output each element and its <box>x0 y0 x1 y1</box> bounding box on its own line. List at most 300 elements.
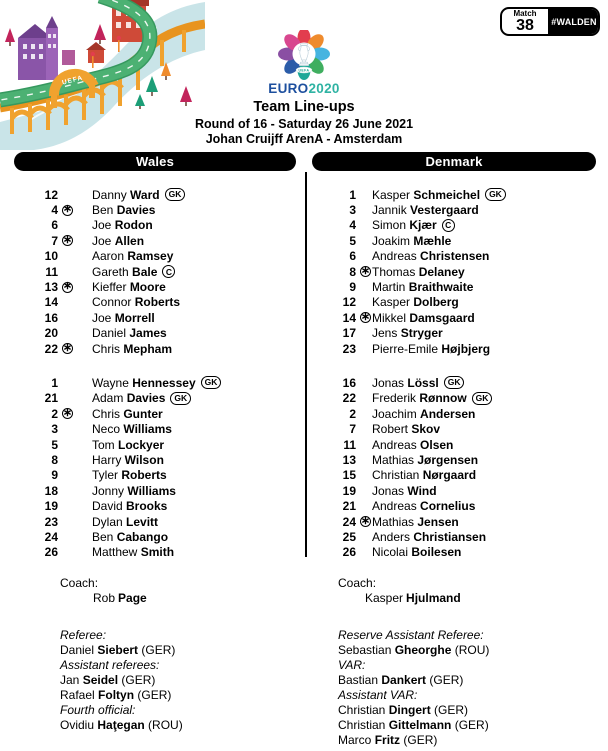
player-name <box>92 422 172 436</box>
player-first-name: David <box>92 499 127 514</box>
player-first-name: Andreas <box>372 249 421 264</box>
player-first-name: Matthew <box>92 545 141 560</box>
player-first-name: Gareth <box>92 264 133 279</box>
official-country: (GER) <box>138 642 176 657</box>
player-name <box>372 422 440 436</box>
player-name <box>92 342 172 356</box>
player-number: 1 <box>51 375 58 390</box>
player-number: 3 <box>51 422 58 437</box>
player-first-name: Mathias <box>372 514 418 529</box>
player-first-name: Jonny <box>92 483 128 498</box>
player-first-name: Robert <box>372 422 412 437</box>
player-name <box>92 391 165 405</box>
player-number: 15 <box>342 468 356 483</box>
official-name <box>312 643 596 658</box>
player-last-name: Braithwaite <box>408 280 474 295</box>
player-last-name: Davies <box>126 391 166 406</box>
player-last-name: Cabango <box>116 529 169 544</box>
player-number: 18 <box>44 483 58 498</box>
official-name <box>312 703 596 718</box>
official-first-name: Marco <box>338 733 375 748</box>
denmark-substitutes <box>312 375 596 560</box>
player-name <box>372 376 439 390</box>
player-name <box>92 249 173 263</box>
star-slot <box>58 343 92 354</box>
team-header-denmark: Denmark <box>312 152 596 171</box>
player-last-name: Williams <box>127 483 176 498</box>
player-last-name: Højbjerg <box>441 341 491 356</box>
player-name <box>372 391 467 405</box>
team-column-wales <box>0 152 304 749</box>
player-number: 20 <box>44 326 58 341</box>
star-slot <box>58 282 92 293</box>
player-last-name: Lössl <box>407 375 439 390</box>
player-last-name: Vestergaard <box>410 203 479 218</box>
player-first-name: Adam <box>92 391 127 406</box>
player-row <box>312 498 596 513</box>
wales-starting-eleven <box>14 187 296 356</box>
player-number: 21 <box>342 499 356 514</box>
player-row <box>312 406 596 421</box>
official-last-name: Seidel <box>82 673 119 688</box>
player-name <box>372 311 475 325</box>
match-officials-left <box>14 628 296 734</box>
player-last-name: Roberts <box>134 295 181 310</box>
player-number: 9 <box>51 468 58 483</box>
player-first-name: Joe <box>92 233 115 248</box>
player-row <box>14 295 296 310</box>
official-name <box>14 643 296 658</box>
goalkeeper-badge: GK <box>170 392 191 405</box>
player-first-name: Joe <box>92 218 115 233</box>
official-first-name: Ovidiu <box>60 718 98 733</box>
player-last-name: Rønnow <box>419 391 467 406</box>
player-name <box>372 468 476 482</box>
player-number: 7 <box>349 422 356 437</box>
player-name <box>372 295 459 309</box>
official-country: (ROU) <box>144 718 183 733</box>
player-number: 22 <box>342 391 356 406</box>
player-name <box>372 438 453 452</box>
star-slot <box>58 235 92 246</box>
player-name <box>92 203 155 217</box>
player-number: 6 <box>349 249 356 264</box>
official-country: (GER) <box>134 688 172 703</box>
player-row <box>14 310 296 325</box>
euro2020-trophy-emblem-icon <box>271 30 337 80</box>
player-row <box>312 529 596 544</box>
player-row <box>14 406 296 421</box>
player-number: 16 <box>342 375 356 390</box>
player-number: 26 <box>342 545 356 560</box>
player-name <box>372 203 479 217</box>
player-number: 4 <box>349 218 356 233</box>
player-first-name: Ben <box>92 529 117 544</box>
player-number: 12 <box>342 295 356 310</box>
official-last-name: Fritz <box>374 733 401 748</box>
player-name <box>92 515 158 529</box>
player-last-name: Skov <box>411 422 441 437</box>
player-number: 9 <box>349 280 356 295</box>
suspension-star-icon: ∗ <box>62 203 73 216</box>
coach-last-name: Page <box>118 591 147 606</box>
player-first-name: Neco <box>92 422 124 437</box>
player-last-name: Gunter <box>123 406 163 421</box>
match-hashtag: #WALDEN <box>550 9 598 34</box>
player-last-name: Mepham <box>123 341 173 356</box>
player-number: 1 <box>349 187 356 202</box>
player-row <box>14 468 296 483</box>
player-last-name: Davies <box>116 203 156 218</box>
player-first-name: Thomas <box>372 264 419 279</box>
player-number: 4 <box>51 203 58 218</box>
official-name <box>14 688 296 703</box>
player-first-name: Wayne <box>92 375 133 390</box>
denmark-starting-eleven <box>312 187 596 356</box>
player-first-name: Kieffer <box>92 280 130 295</box>
official-first-name: Sebastian <box>338 642 395 657</box>
header <box>0 30 608 146</box>
coach-name <box>14 591 296 606</box>
player-last-name: Brooks <box>126 499 168 514</box>
player-row <box>14 233 296 248</box>
venue: Johan Cruijff ArenA - Amsterdam <box>205 132 403 146</box>
official-country: (GER) <box>451 718 489 733</box>
wales-coach-block <box>14 576 296 607</box>
player-row <box>312 341 596 356</box>
player-last-name: Jensen <box>417 514 459 529</box>
official-country: (GER) <box>400 733 438 748</box>
player-number: 13 <box>44 280 58 295</box>
player-number: 23 <box>44 514 58 529</box>
player-last-name: Rodon <box>114 218 153 233</box>
player-first-name: Danny <box>92 187 131 202</box>
official-last-name: Gittelmann <box>388 718 452 733</box>
player-first-name: Kasper <box>372 187 414 202</box>
officials-role-label: Assistant referees: <box>60 657 160 672</box>
player-name <box>372 218 437 232</box>
player-row <box>312 202 596 217</box>
official-name <box>14 718 296 733</box>
match-officials-right <box>312 628 596 749</box>
euro2020-wordmark <box>0 81 608 96</box>
player-name <box>92 438 164 452</box>
player-row <box>14 218 296 233</box>
official-name <box>312 733 596 748</box>
official-name <box>14 673 296 688</box>
match-label: Match <box>513 9 537 18</box>
player-last-name: Jørgensen <box>417 452 479 467</box>
player-last-name: Kjær <box>409 218 437 233</box>
player-last-name: Dolberg <box>413 295 459 310</box>
player-first-name: Pierre-Emile <box>372 341 442 356</box>
player-last-name: Bale <box>132 264 158 279</box>
player-last-name: Mæhle <box>413 233 452 248</box>
player-number: 16 <box>44 310 58 325</box>
player-row <box>312 249 596 264</box>
player-row <box>312 391 596 406</box>
player-last-name: Morrell <box>114 310 155 325</box>
match-number: 38 <box>516 17 534 34</box>
player-number: 12 <box>44 187 58 202</box>
player-name <box>92 376 196 390</box>
player-first-name: Ben <box>92 203 117 218</box>
player-first-name: Connor <box>92 295 135 310</box>
player-row <box>312 233 596 248</box>
player-name <box>372 280 473 294</box>
official-country: (GER) <box>118 673 156 688</box>
player-number: 8 <box>349 264 356 279</box>
player-name <box>372 499 475 513</box>
player-number: 24 <box>342 514 356 529</box>
coach-last-name: Hjulmand <box>406 591 461 606</box>
player-row <box>14 545 296 560</box>
player-row <box>14 249 296 264</box>
player-name <box>372 249 489 263</box>
player-number: 14 <box>342 310 356 325</box>
official-first-name: Bastian <box>338 673 382 688</box>
official-last-name: Haţegan <box>97 718 145 733</box>
player-name <box>92 545 174 559</box>
player-row <box>14 498 296 513</box>
wales-substitutes <box>14 375 296 560</box>
player-row <box>312 187 596 202</box>
player-number: 19 <box>342 483 356 498</box>
star-slot <box>58 408 92 419</box>
player-name <box>92 326 167 340</box>
official-last-name: Dankert <box>381 673 427 688</box>
logo-euro-text: EURO <box>268 81 309 96</box>
goalkeeper-badge: GK <box>485 188 506 201</box>
player-last-name: Cornelius <box>420 499 476 514</box>
match-badge <box>500 7 600 36</box>
official-first-name: Daniel <box>60 642 98 657</box>
suspension-star-icon: ∗ <box>62 280 73 293</box>
player-last-name: Andersen <box>420 406 476 421</box>
player-row <box>14 375 296 390</box>
player-first-name: Jens <box>372 326 401 341</box>
official-first-name: Rafael <box>60 688 99 703</box>
official-country: (ROU) <box>451 642 490 657</box>
player-row <box>14 391 296 406</box>
player-name <box>92 530 168 544</box>
player-name <box>372 453 478 467</box>
player-row <box>14 421 296 436</box>
player-first-name: Chris <box>92 341 124 356</box>
player-name <box>372 188 480 202</box>
player-last-name: Moore <box>129 280 166 295</box>
player-first-name: Mathias <box>372 452 418 467</box>
player-name <box>372 265 465 279</box>
player-row <box>312 514 596 529</box>
player-first-name: Joakim <box>372 233 414 248</box>
official-last-name: Dingert <box>388 703 431 718</box>
player-row <box>312 468 596 483</box>
player-name <box>92 234 144 248</box>
player-first-name: Jonas <box>372 375 408 390</box>
official-country: (GER) <box>426 673 464 688</box>
player-number: 23 <box>342 341 356 356</box>
player-last-name: Boilesen <box>411 545 462 560</box>
player-last-name: Williams <box>123 422 172 437</box>
player-number: 21 <box>44 391 58 406</box>
official-first-name: Christian <box>338 703 389 718</box>
player-first-name: Simon <box>372 218 410 233</box>
player-first-name: Martin <box>372 280 409 295</box>
player-name <box>372 342 490 356</box>
officials-role-label: Fourth official: <box>60 703 136 718</box>
player-first-name: Jannik <box>372 203 411 218</box>
player-first-name: Andreas <box>372 437 421 452</box>
logo-year-text: 2020 <box>308 81 340 96</box>
player-name <box>372 530 486 544</box>
player-first-name: Daniel <box>92 326 130 341</box>
player-last-name: Allen <box>114 233 145 248</box>
player-first-name: Nicolai <box>372 545 412 560</box>
player-row <box>312 437 596 452</box>
star-slot <box>356 266 372 277</box>
coach-name <box>312 591 596 606</box>
denmark-coach-block <box>312 576 596 607</box>
player-number: 5 <box>349 233 356 248</box>
official-first-name: Jan <box>60 673 83 688</box>
player-row <box>312 295 596 310</box>
player-name <box>372 326 443 340</box>
player-last-name: Olsen <box>420 437 454 452</box>
team-header-wales: Wales <box>14 152 296 171</box>
player-row <box>312 483 596 498</box>
goalkeeper-badge: GK <box>165 188 186 201</box>
player-number: 22 <box>44 341 58 356</box>
player-row <box>312 218 596 233</box>
svg-text:UEFA: UEFA <box>61 74 84 87</box>
player-number: 24 <box>44 529 58 544</box>
player-first-name: Anders <box>372 529 414 544</box>
team-columns <box>0 152 608 749</box>
player-row <box>14 202 296 217</box>
player-row <box>312 452 596 467</box>
goalkeeper-badge: GK <box>444 376 465 389</box>
player-last-name: Wind <box>407 483 437 498</box>
suspension-star-icon: ∗ <box>360 514 371 527</box>
suspension-star-icon: ∗ <box>360 264 371 277</box>
coach-label: Coach: <box>60 575 99 590</box>
player-number: 2 <box>51 406 58 421</box>
player-number: 5 <box>51 437 58 452</box>
player-name <box>92 188 160 202</box>
player-row <box>14 279 296 294</box>
player-name <box>372 234 451 248</box>
player-first-name: Dylan <box>92 514 127 529</box>
player-row <box>14 514 296 529</box>
player-name <box>372 484 437 498</box>
player-number: 2 <box>349 406 356 421</box>
player-number: 11 <box>45 264 58 279</box>
suspension-star-icon: ∗ <box>62 406 73 419</box>
player-first-name: Aaron <box>92 249 128 264</box>
player-last-name: Ward <box>130 187 160 202</box>
player-last-name: Delaney <box>418 264 465 279</box>
player-name <box>372 407 475 421</box>
player-name <box>372 545 461 559</box>
player-last-name: Lockyer <box>118 437 165 452</box>
official-last-name: Foltyn <box>98 688 135 703</box>
player-row <box>14 452 296 467</box>
official-first-name: Christian <box>338 718 389 733</box>
player-row <box>312 264 596 279</box>
player-number: 19 <box>44 499 58 514</box>
player-first-name: Harry <box>92 452 125 467</box>
player-name <box>92 295 180 309</box>
player-last-name: Christiansen <box>413 529 487 544</box>
coach-first-name: Rob <box>93 591 116 606</box>
player-number: 8 <box>51 452 58 467</box>
player-name <box>92 407 163 421</box>
player-first-name: Christian <box>372 468 423 483</box>
player-number: 14 <box>44 295 58 310</box>
official-country: (GER) <box>430 703 469 718</box>
coach-label: Coach: <box>338 575 377 590</box>
player-first-name: Mikkel <box>372 310 410 325</box>
officials-role-label: VAR: <box>338 657 366 672</box>
team-column-denmark <box>304 152 608 749</box>
player-last-name: Roberts <box>121 468 167 483</box>
player-row <box>312 545 596 560</box>
player-row <box>14 341 296 356</box>
svg-text:UEFA: UEFA <box>298 68 310 73</box>
player-first-name: Joe <box>92 310 115 325</box>
player-last-name: Ramsey <box>127 249 174 264</box>
player-row <box>312 375 596 390</box>
suspension-star-icon: ∗ <box>360 310 371 323</box>
player-number: 25 <box>342 529 356 544</box>
suspension-star-icon: ∗ <box>62 341 73 354</box>
player-first-name: Jonas <box>372 483 408 498</box>
player-first-name: Tyler <box>92 468 122 483</box>
match-number-box <box>502 9 550 34</box>
player-last-name: Damsgaard <box>409 310 475 325</box>
player-row <box>14 326 296 341</box>
player-row <box>14 187 296 202</box>
player-name <box>92 468 167 482</box>
star-slot <box>356 312 372 323</box>
player-name <box>92 280 166 294</box>
page-title: Team Line-ups <box>253 99 355 115</box>
player-last-name: Nørgaard <box>422 468 477 483</box>
goalkeeper-badge: GK <box>201 376 222 389</box>
player-name <box>92 499 167 513</box>
round-and-date: Round of 16 - Saturday 26 June 2021 <box>194 117 414 131</box>
player-first-name: Kasper <box>372 295 414 310</box>
official-name <box>312 673 596 688</box>
player-row <box>312 326 596 341</box>
official-last-name: Siebert <box>97 642 139 657</box>
euro2020-logo <box>0 30 608 96</box>
player-number: 3 <box>349 203 356 218</box>
official-name <box>312 718 596 733</box>
player-row <box>14 437 296 452</box>
player-number: 26 <box>44 545 58 560</box>
player-row <box>14 483 296 498</box>
player-first-name: Chris <box>92 406 124 421</box>
officials-role-label: Reserve Assistant Referee: <box>338 627 484 642</box>
player-last-name: Schmeichel <box>413 187 481 202</box>
player-number: 13 <box>342 452 356 467</box>
player-last-name: Wilson <box>124 452 164 467</box>
player-row <box>14 529 296 544</box>
player-first-name: Joachim <box>372 406 421 421</box>
player-number: 10 <box>44 249 58 264</box>
